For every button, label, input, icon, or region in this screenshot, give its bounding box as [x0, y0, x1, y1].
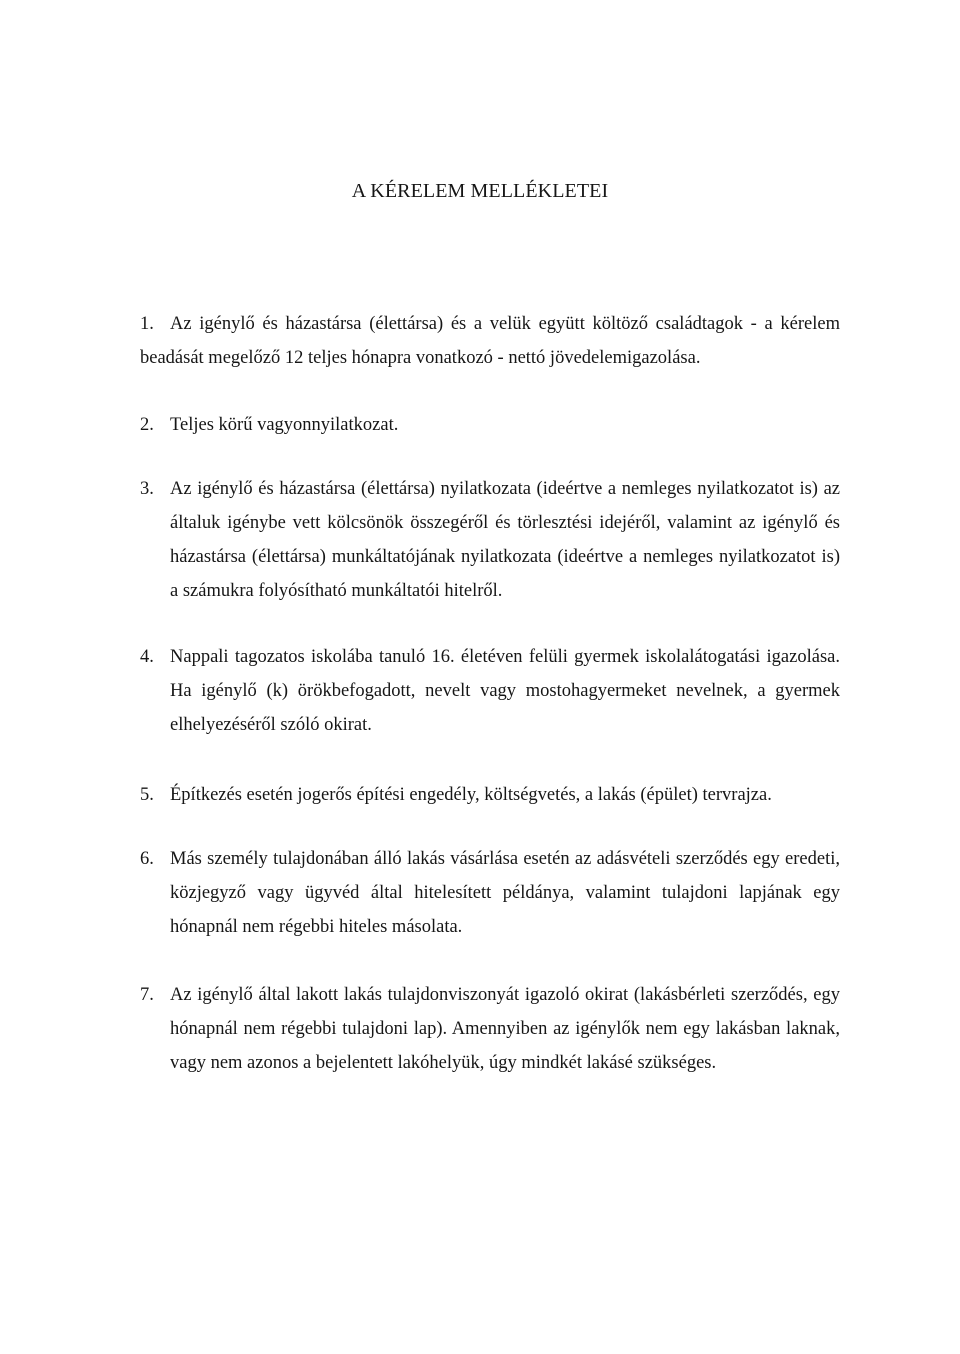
list-item [140, 408, 840, 442]
list-item-number: 3. [140, 479, 154, 499]
list-item [140, 978, 840, 1080]
list-item-text: Az igénylő által lakott lakás tulajdonviszonyát igazoló okirat (lakásbérleti szerződés, egy hónapnál nem régebbi tulajdoni lap). Amennyiben az igénylők nem egy lakásban laknak, vagy nem azonos a bejelentett lakóhelyük, úgy mindkét lakásé szükséges. [170, 985, 840, 1073]
list-item [140, 778, 840, 812]
list-item [140, 307, 840, 375]
list-item-number: 2. [140, 415, 154, 435]
list-item-text: Teljes körű vagyonnyilatkozat. [170, 415, 399, 435]
list-item-text: Az igénylő és házastársa (élettársa) nyilatkozata (ideértve a nemleges nyilatkozatot is) az általuk igénybe vett kölcsönök összegéről és törlesztési idejéről, valamint az igénylő és házastársa (élettársa) munkáltatójának nyilatkozata (ideértve a nemleges nyilatkozatot is) a számukra folyósítható munkáltatói hitelről. [170, 479, 840, 601]
list-item-number: 7. [140, 985, 154, 1005]
page-title: A KÉRELEM MELLÉKLETEI [351, 180, 609, 202]
list-item-number: 4. [140, 647, 154, 667]
list-item-text: Más személy tulajdonában álló lakás vásárlása esetén az adásvételi szerződés egy eredeti, közjegyző vagy ügyvéd által hitelesített példánya, valamint tulajdoni lapjának egy hónapnál nem régebbi hiteles másolata. [170, 849, 840, 937]
list-item [140, 472, 840, 608]
list-item-number: 5. [140, 785, 154, 805]
list-item-text: Az igénylő és házastársa (élettársa) és a velük együtt költöző családtagok - a kérelem beadását megelőző 12 teljes hónapra vonatkozó - nettó jövedelemigazolása. [140, 314, 840, 368]
list-item-text: Nappali tagozatos iskolába tanuló 16. életéven felüli gyermek iskolalátogatási igazolása. Ha igénylő (k) örökbefogadott, nevelt vagy mostohagyermeket nevelnek, a gyermek elhelyezéséről szóló okirat. [170, 647, 840, 735]
list-item-number: 6. [140, 849, 154, 869]
list-item-text: Építkezés esetén jogerős építési engedély, költségvetés, a lakás (épület) tervrajza. [170, 785, 772, 805]
list-item-number: 1. [140, 314, 154, 334]
list-item [140, 842, 840, 944]
list-item [140, 640, 840, 742]
